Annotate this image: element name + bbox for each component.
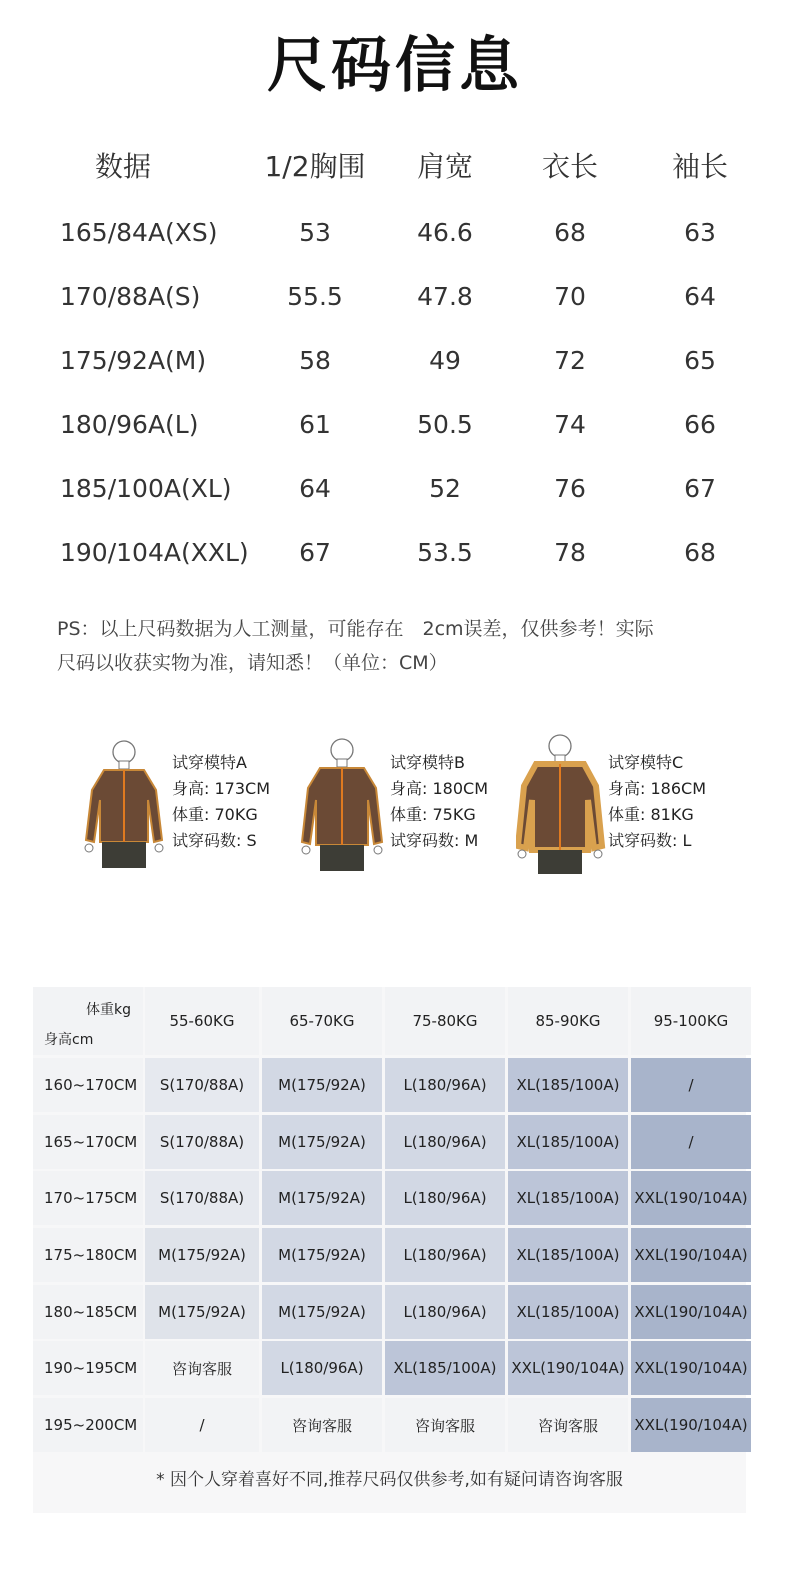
- sleeve-value: 64: [684, 281, 716, 311]
- table-row: [40, 200, 760, 264]
- chest-value: 55.5: [287, 281, 343, 311]
- weight-header: 95-100KG: [631, 987, 751, 1055]
- grid-header-row: [33, 987, 751, 1055]
- sleeve-value: 66: [684, 409, 716, 439]
- size-table: [40, 130, 760, 584]
- model-info: [390, 750, 488, 854]
- shoulder-value: 50.5: [417, 409, 473, 439]
- length-value: 68: [554, 217, 586, 247]
- size-recommendation-table: [33, 987, 746, 1513]
- grid-cell: /: [631, 1115, 751, 1169]
- model-list: [80, 730, 760, 880]
- size-label: 185/100A(XL): [60, 473, 232, 503]
- shoulder-value: 49: [429, 345, 461, 375]
- model-weight: 体重: 75KG: [390, 805, 476, 824]
- chest-value: 67: [299, 537, 331, 567]
- header-cell: 数据: [95, 150, 152, 183]
- model-weight: 体重: 70KG: [172, 805, 258, 824]
- grid-cell: S(170/88A): [145, 1171, 259, 1225]
- model-info: [608, 750, 706, 854]
- model-card: [298, 730, 518, 880]
- weight-header: 65-70KG: [262, 987, 382, 1055]
- table-row: [33, 1228, 751, 1282]
- model-height: 身高: 186CM: [608, 779, 706, 798]
- size-table-header: [40, 130, 760, 200]
- model-height: 身高: 180CM: [390, 779, 488, 798]
- grid-cell: M(175/92A): [262, 1058, 382, 1112]
- weight-axis-label: 体重kg: [86, 1002, 131, 1018]
- weight-header: 75-80KG: [385, 987, 505, 1055]
- model-size: 试穿码数: S: [172, 831, 257, 850]
- grid-cell: L(180/96A): [385, 1228, 505, 1282]
- grid-cell: L(180/96A): [385, 1285, 505, 1339]
- grid-cell: M(175/92A): [262, 1171, 382, 1225]
- measurement-note: [57, 612, 747, 680]
- grid-cell: L(180/96A): [385, 1171, 505, 1225]
- model-size: 试穿码数: L: [608, 831, 692, 850]
- table-row: [33, 1171, 751, 1225]
- note-line: PS：以上尺码数据为人工测量，可能存在 2cm误差，仅供参考！实际: [57, 618, 654, 640]
- length-value: 78: [554, 537, 586, 567]
- height-label: 195~200CM: [33, 1398, 143, 1452]
- grid-cell: 咨询客服: [262, 1398, 382, 1452]
- grid-cell: XL(185/100A): [508, 1115, 628, 1169]
- size-label: 165/84A(XS): [60, 217, 218, 247]
- model-card: [80, 730, 300, 880]
- table-row: [40, 456, 760, 520]
- grid-cell: 咨询客服: [508, 1398, 628, 1452]
- grid-cell: 咨询客服: [145, 1341, 259, 1395]
- model-figure-icon: [516, 730, 606, 880]
- height-label: 170~175CM: [33, 1171, 143, 1225]
- height-label: 160~170CM: [33, 1058, 143, 1112]
- model-figure-icon: [298, 730, 388, 880]
- table-row: [40, 392, 760, 456]
- table-row: [33, 1398, 751, 1452]
- grid-cell: M(175/92A): [262, 1115, 382, 1169]
- grid-cell: XXL(190/104A): [631, 1341, 751, 1395]
- model-card: [516, 730, 736, 880]
- height-label: 165~170CM: [33, 1115, 143, 1169]
- table-row: [33, 1058, 751, 1112]
- grid-cell: M(175/92A): [262, 1285, 382, 1339]
- sleeve-value: 63: [684, 217, 716, 247]
- corner-cell: [33, 987, 143, 1055]
- size-label: 190/104A(XXL): [60, 537, 249, 567]
- header-cell: 袖长: [671, 150, 728, 183]
- header-cell: 衣长: [541, 150, 598, 183]
- grid-cell: S(170/88A): [145, 1115, 259, 1169]
- length-value: 74: [554, 409, 586, 439]
- grid-cell: /: [631, 1058, 751, 1112]
- grid-cell: XXL(190/104A): [631, 1171, 751, 1225]
- grid-cell: XL(185/100A): [508, 1228, 628, 1282]
- grid-cell: XXL(190/104A): [631, 1398, 751, 1452]
- height-label: 190~195CM: [33, 1341, 143, 1395]
- grid-cell: XL(185/100A): [508, 1058, 628, 1112]
- length-value: 70: [554, 281, 586, 311]
- height-label: 180~185CM: [33, 1285, 143, 1339]
- chest-value: 64: [299, 473, 331, 503]
- table-row: [40, 264, 760, 328]
- table-row: [40, 328, 760, 392]
- weight-header: 85-90KG: [508, 987, 628, 1055]
- model-height: 身高: 173CM: [172, 779, 270, 798]
- shoulder-value: 47.8: [417, 281, 473, 311]
- height-axis-label: 身高cm: [44, 1032, 94, 1048]
- chest-value: 58: [299, 345, 331, 375]
- table-row: [33, 1285, 751, 1339]
- height-label: 175~180CM: [33, 1228, 143, 1282]
- note-line: 尺码以收获实物为准，请知悉！（单位：CM）: [57, 652, 448, 674]
- page-title: 尺码信息: [267, 31, 523, 101]
- shoulder-value: 52: [429, 473, 461, 503]
- weight-header: 55-60KG: [145, 987, 259, 1055]
- table-row: [33, 1341, 751, 1395]
- table-row: [40, 520, 760, 584]
- table-row: [33, 1115, 751, 1169]
- model-info: [172, 750, 270, 854]
- footnote: * 因个人穿着喜好不同,推荐尺码仅供参考,如有疑问请咨询客服: [156, 1470, 623, 1490]
- header-cell: 肩宽: [416, 150, 473, 183]
- length-value: 72: [554, 345, 586, 375]
- grid-cell: L(180/96A): [385, 1058, 505, 1112]
- grid-cell: M(175/92A): [145, 1228, 259, 1282]
- size-label: 180/96A(L): [60, 409, 199, 439]
- size-label: 175/92A(M): [60, 345, 207, 375]
- model-figure-icon: [80, 730, 170, 880]
- model-name: 试穿模特A: [172, 753, 247, 772]
- grid-cell: XXL(190/104A): [631, 1285, 751, 1339]
- size-label: 170/88A(S): [60, 281, 201, 311]
- length-value: 76: [554, 473, 586, 503]
- model-size: 试穿码数: M: [390, 831, 479, 850]
- model-name: 试穿模特C: [608, 753, 684, 772]
- grid-cell: 咨询客服: [385, 1398, 505, 1452]
- shoulder-value: 53.5: [417, 537, 473, 567]
- sleeve-value: 68: [684, 537, 716, 567]
- grid-cell: L(180/96A): [385, 1115, 505, 1169]
- grid-cell: XL(185/100A): [385, 1341, 505, 1395]
- grid-cell: XXL(190/104A): [508, 1341, 628, 1395]
- grid-cell: /: [145, 1398, 259, 1452]
- shoulder-value: 46.6: [417, 217, 473, 247]
- grid-cell: XXL(190/104A): [631, 1228, 751, 1282]
- sleeve-value: 67: [684, 473, 716, 503]
- model-name: 试穿模特B: [390, 753, 465, 772]
- grid-cell: M(175/92A): [262, 1228, 382, 1282]
- header-cell: 1/2胸围: [264, 150, 366, 183]
- grid-cell: S(170/88A): [145, 1058, 259, 1112]
- chest-value: 61: [299, 409, 331, 439]
- grid-cell: XL(185/100A): [508, 1171, 628, 1225]
- grid-cell: XL(185/100A): [508, 1285, 628, 1339]
- grid-cell: L(180/96A): [262, 1341, 382, 1395]
- sleeve-value: 65: [684, 345, 716, 375]
- chest-value: 53: [299, 217, 331, 247]
- grid-cell: M(175/92A): [145, 1285, 259, 1339]
- model-weight: 体重: 81KG: [608, 805, 694, 824]
